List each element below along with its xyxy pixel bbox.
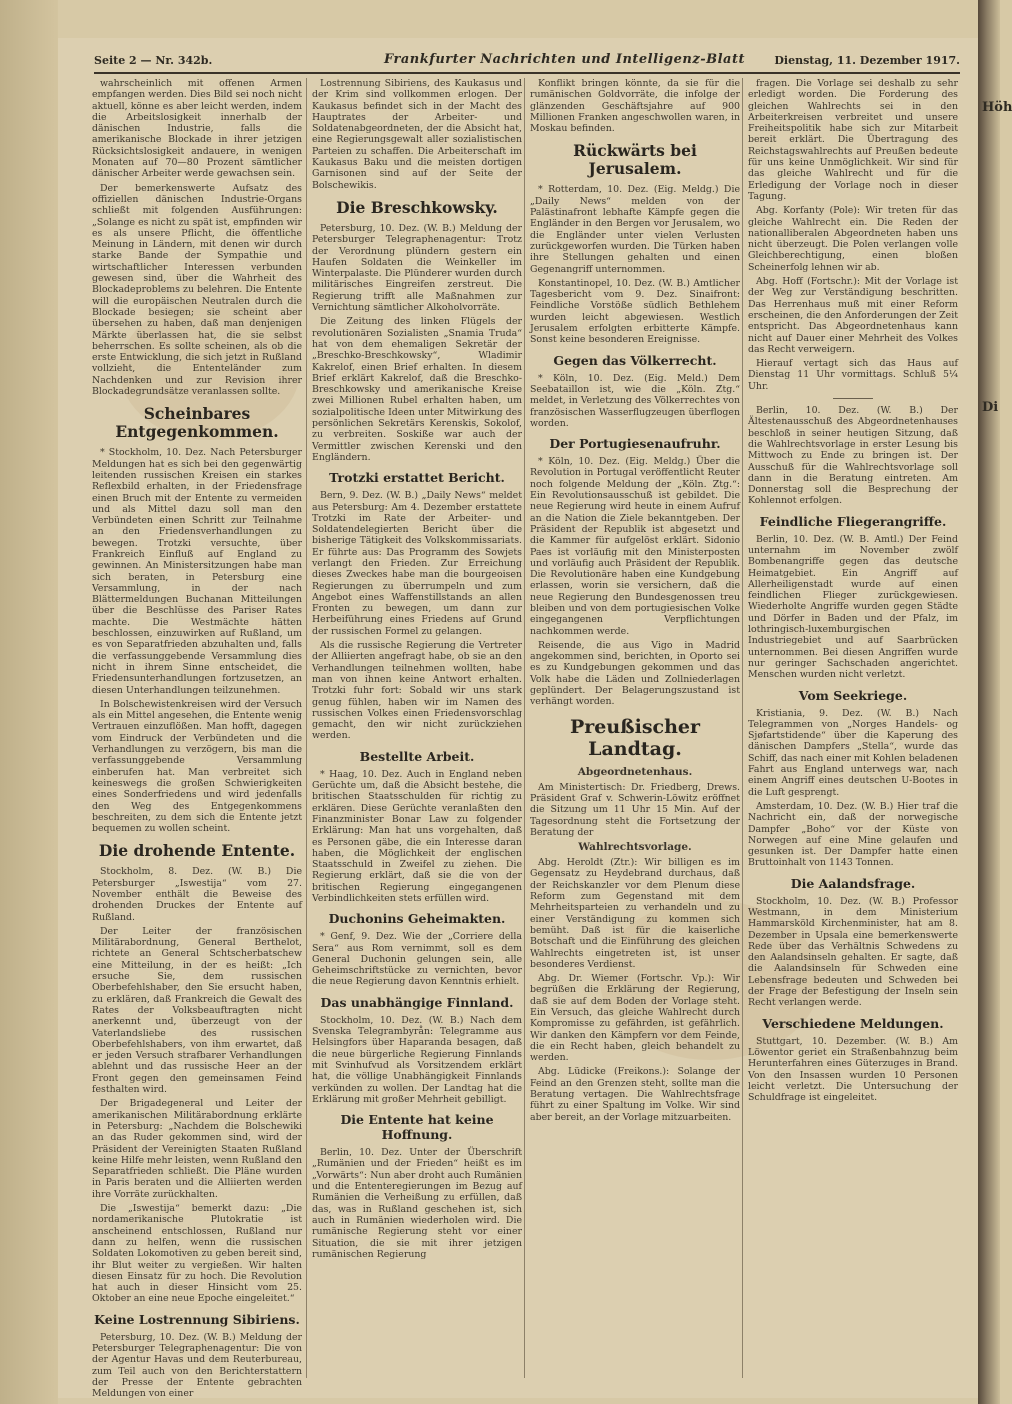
article-paragraph: fragen. Die Vorlage sei deshalb zu sehr erledigt worden. Die Forderung des gleichen Wahlrechts sei in den Arbeiterkreisen verbreitet und unsere Freiheitspolitik habe sich zur Mitarbeit bereit erklärt. Die Übertragung des Reichstagswahlrechts auf Preußen bedeute für uns keine Unmöglichkeit. Wir sind für das gleiche Wahlrecht und für die Erledigung der Vorlage noch in dieser Tagung. [748, 78, 958, 202]
article-paragraph: * Rotterdam, 10. Dez. (Eig. Meldg.) Die „Daily News“ melden von der Palästinafront lebhafte Kämpfe gegen die Engländer in den Bergen vor Jerusalem, wo die Engländer unter vielen Verlusten zurückgeworfen wurden. Die Türken haben ihre Stellungen gehalten und einen Gegenangriff unternommen. [530, 184, 740, 275]
article-paragraph: Berlin, 10. Dez. (W. B. Amtl.) Der Feind unternahm im November zwölf Bombenangriffe gegen das deutsche Heimatgebiet. Ein Angriff auf Allerheiligenstadt wurde auf einen feindlichen Flieger zurückgewiesen. Wiederholte Angriffe wurden gegen Städte und Dörfer in Baden und der Pfalz, im lothringisch-luxemburgischen Industriegebiet und auf Saarbrücken unternommen. Bei diesen Angriffen wurde nur geringer Sachschaden angerichtet. Menschen wurden nicht verletzt. [748, 533, 958, 681]
page-gutter [0, 0, 58, 1404]
page-number: Seite 2 — Nr. 342b. [94, 54, 213, 67]
article-headline: Scheinbares Entgegenkommen. [115, 404, 279, 442]
article-paragraph: Petersburg, 10. Dez. (W. B.) Meldung der Petersburger Telegraphenagentur: Die von der Agentur Havas und dem Reuterbureau, zum Teil auch von den Berichterstattern der Presse der Entente gebrachten Meldungen von einer [92, 1331, 302, 1400]
article-paragraph: * Köln, 10. Dez. (Eig. Meld.) Dem Seebataillon ist, wie die „Köln. Ztg.“ meldet, in Verletzung des Völkerrechtes von französischen Wasserflugzeugen überflogen worden. [530, 372, 740, 429]
article-subheading: Wahlrechtsvorlage. [578, 841, 692, 854]
next-page-fragment: Di [982, 400, 999, 415]
article-paragraph: * Genf, 9. Dez. Wie der „Corriere della Sera“ aus Rom vernimmt, soll es dem General Duchonin gelungen sein, alle Geheimschriftstücke zu vernichten, bevor die neue Regierung davon Kenntnis erhielt. [312, 931, 522, 988]
article-paragraph: Stockholm, 10. Dez. (W. B.) Nach dem Svenska Telegrambyrån: Telegramme aus Helsingfors über Haparanda besagen, daß die neue bürgerliche Regierung Finnlands mit Svinhufvud als Vorsitzendem erklärt hat, die völlige Unabhängigkeit Finnlands verkünden zu wollen. Der Landtag hat die Erklärung mit großer Mehrheit gebilligt. [312, 1014, 522, 1105]
article-headline: Die drohende Entente. [98, 841, 296, 861]
column-2 [312, 78, 522, 1378]
article-paragraph: Lostrennung Sibiriens, des Kaukasus und der Krim sind vollkommen erlogen. Der Kaukasus befindet sich in der Macht des Hauptrates der Arbeiter- und Soldatenabgeordneten, der die Absicht hat, eine Regierungsgewalt aller sozialistischen Parteien zu schaffen. Die Arbeiterschaft im Kaukasus Baku und die meisten dortigen Garnisonen sind auf der Seite der Bolschewikis. [312, 78, 522, 191]
newspaper-title: Frankfurter Nachrichten und Intelligenz-Blatt [384, 52, 745, 67]
article-paragraph: Der bemerkenswerte Aufsatz des offiziellen dänischen Industrie-Organs schließt mit folgenden Ausführungen: „Solange es nicht zu spät ist, empfinden wir es als unsere Pflicht, die öffentliche Meinung in Ländern, mit denen wir durch starke Bande der Sympathie und wirtschaftlicher Interessen verbunden gewesen sind, über die Wahrheit des Blockadeproblems zu belehren. Die Entente will die europäischen Neutralen durch die Blockade besiegen; sie scheint aber übersehen zu haben, daß man denjenigen Märkte überlassen hat, die sie selbst beherrschen. Es sollte scheinen, als ob die erste Entwicklung, die sich jetzt in Rußland vollzieht, die Ententeländer zum Nachdenken und zur Revision ihrer Blockadegrundsätze veranlassen sollte. [92, 182, 302, 398]
article-paragraph: Berlin, 10. Dez. Unter der Überschrift „Rumänien und der Frieden“ heißt es im „Vorwärts“: Nun aber droht auch Rumänien und die Ententeregierungen im Bezug auf Rumänien die Verheißung zu erfüllen, daß das, was in Rußland geschehen ist, sich auch in Rumänien wiederholen wird. Die rumänische Regierung steht vor einer Situation, die sie mit ihrer jetzigen rumänischen Regierung [312, 1147, 522, 1260]
article-paragraph: Abg. Lüdicke (Freikons.): Solange der Feind an den Grenzen steht, sollte man die Beratung vertagen. Die Wahlrechtsfrage führt zu einer Spaltung im Volke. Wir sind aber bereit, an der Vorlage mitzuarbeiten. [530, 1066, 740, 1123]
article-paragraph: Stockholm, 8. Dez. (W. B.) Die Petersburger „Iswestija“ vom 27. November enthält die Beweise des drohenden Druckes der Entente auf Rußland. [92, 866, 302, 923]
article-paragraph: Stockholm, 10. Dez. (W. B.) Professor Westmann, in dem Ministerium Hammarsköld Kirchenminister, hat am 8. Dezember in Upsala eine bemerkenswerte Rede über das Verhältnis Schwedens zu den Aalandsinseln gehalten. Er sagte, daß die Aalandsinseln für Schweden eine Lebensfrage bedeuten und Schweden bei der Frage der Befestigung der Inseln sein Recht verlangen werde. [748, 895, 958, 1009]
article-headline: Rückwärts bei Jerusalem. [573, 141, 697, 179]
article-paragraph: Abg. Hoff (Fortschr.): Mit der Vorlage ist der Weg zur Verständigung beschritten. Das Herrenhaus muß mit einer Reform erscheinen, die den Anforderungen der Zeit entspricht. Das Abgeordnetenhaus kann nicht auf Dauer einer Mehrheit des Volkes das Recht verweigern. [748, 276, 958, 355]
article-paragraph: Stuttgart, 10. Dezember. (W. B.) Am Löwentor geriet ein Straßenbahnzug beim Herunterfahren eines Güterzuges in Brand. Von den Insassen wurden 10 Personen leicht verletzt. Die Untersuchung der Schuldfrage ist eingeleitet. [748, 1035, 958, 1104]
column-4 [748, 78, 958, 1378]
article-paragraph: Konflikt bringen könnte, da sie für die rumänischen Goldvorräte, die infolge der glänzenden Geschäftsjahre auf 900 Millionen Franken angeschwollen waren, in Moskau befinden. [530, 78, 740, 135]
section-headline: Preußischer Landtag. [569, 715, 701, 760]
column-1 [92, 78, 302, 1400]
article-headline: Das unabhängige Finnland. [320, 994, 514, 1010]
article-paragraph: * Stockholm, 10. Dez. Nach Petersburger Meldungen hat es sich bei den gegenwärtig leitenden russischen Kreisen ein starkes Reflexbild erhalten, in der Friedensfrage einen Bruch mit der Entente zu vermeiden und als Mittel dazu soll man den Verbündeten einen Schritt zur Teilnahme an den Friedensverhandlungen zu bewegen. Trotzki versuchte, über Frankreich Einfluß auf England zu gewinnen. An Ministersitzungen habe man sich beraten, in Petersburg eine Versammlung, in der nach Blättermeldungen Buchanan Mitteilungen über die Beschlüsse des Pariser Rates machte. Die Westmächte hätten beschlossen, einzuwirken auf Rußland, um es von Separatfrieden abzuhalten und, falls die verfassunggebende Versammlung dies nicht in ihrem Sinne entscheidet, die Friedensunterhandlungen fortzusetzen, an diesen Unterhandlungen teilzunehmen. [92, 447, 302, 696]
article-paragraph: Petersburg, 10. Dez. (W. B.) Meldung der Petersburger Telegraphenagentur: Trotz der Verordnung plündern gestern ein Haufen Soldaten die Weinkeller im Winterpalaste. Die Plünderer wurden durch militärisches Eingreifen zerstreut. Die Regierung trifft alle Maßnahmen zur Vernichtung sämtlicher Alkoholvorräte. [312, 222, 522, 314]
article-paragraph: Amsterdam, 10. Dez. (W. B.) Hier traf die Nachricht ein, daß der norwegische Dampfer „Boho“ vor der Küste von Norwegen auf eine Mine gelaufen und gesunken ist. Der Dampfer hatte einen Bruttoinhalt von 1143 Tonnen. [748, 800, 958, 869]
article-paragraph: Abg. Korfanty (Pole): Wir treten für das gleiche Wahlrecht ein. Die Reden der nationalliberalen Abgeordneten haben uns nicht überzeugt. Die Polen verlangen volle Gleichberechtigung, einen bloßen Scheinerfolg lehnen wir ab. [748, 205, 958, 273]
column-divider [524, 78, 525, 1378]
article-headline: Keine Lostrennung Sibiriens. [94, 1311, 300, 1327]
article-headline: Bestellte Arbeit. [359, 748, 475, 764]
article-headline: Verschiedene Meldungen. [762, 1015, 944, 1031]
article-paragraph: In Bolschewistenkreisen wird der Versuch als ein Mittel angesehen, die Entente wenig Vertrauen einzuflößen. Man hofft, dagegen vom Eindruck der Verbündeten und die Verhandlungen zu verzögern, bis man die verfassunggebende Versammlung einberufen hat. Man verbreitet sich keineswegs die großen Schwierigkeiten eines Sonderfriedens und wird jedenfalls den Weg des Entgegenkommens beschreiten, zu dem sich die Entente jetzt bequemen zu wollen scheint. [92, 698, 302, 835]
article-headline: Vom Seekriege. [798, 687, 908, 703]
article-headline: Der Portugiesenaufruhr. [549, 436, 721, 452]
masthead [94, 48, 960, 74]
article-headline: Feindliche Fliegerangriffe. [759, 513, 947, 529]
article-headline: Die Entente hat keine Hoffnung. [340, 1112, 494, 1143]
article-paragraph: Reisende, die aus Vigo in Madrid angekommen sind, berichten, in Oporto sei es zu Kundgebungen gekommen und das Volk habe die Läden und Zollniederlagen geplündert. Der Belagerungszustand ist verhängt worden. [530, 639, 740, 708]
article-paragraph: wahrscheinlich mit offenen Armen empfangen werden. Dies Bild sei noch nicht aktuell, könne es aber leicht werden, indem die Arbeitslosigkeit innerhalb der dänischen Industrie, falls die amerikanische Blockade in ihrer jetzigen Rücksichtslosigkeit andauere, in wenigen Monaten auf 70—80 Prozent sämtlicher dänischer Arbeiter werde gewachsen sein. [92, 78, 302, 180]
article-paragraph: Berlin, 10. Dez. (W. B.) Der Ältestenausschuß des Abgeordnetenhauses beschloß in seiner heutigen Sitzung, daß die Wahlrechtsvorlage in erster Lesung bis Mittwoch zu Ende zu bringen ist. Der Ausschuß für die Wahlrechtsvorlage soll dann in die Beratung eintreten. Am Donnerstag soll die Besprechung der Kohlennot erfolgen. [748, 405, 958, 507]
article-paragraph: Am Ministertisch: Dr. Friedberg, Drews. Präsident Graf v. Schwerin-Löwitz eröffnet die Sitzung um 11 Uhr 15 Min. Auf der Tagesordnung steht die Fortsetzung der Beratung der [530, 781, 740, 838]
article-headline: Duchonins Geheimakten. [328, 911, 506, 927]
article-paragraph: Als die russische Regierung die Vertreter der Alliierten angefragt habe, ob sie an den Verhandlungen teilnehmen wollten, habe man von ihnen keine Antwort erhalten. Trotzki fuhr fort: Sobald wir uns stark genug fühlen, haben wir im Namen des russischen Volkes einen Friedensvorschlag gemacht, den wir nicht zurückziehen werden. [312, 640, 522, 742]
article-paragraph: Bern, 9. Dez. (W. B.) „Daily News“ meldet aus Petersburg: Am 4. Dezember erstattete Trotzki im Rate der Arbeiter- und Soldatendelegierten Bericht über die bisherige Tätigkeit des Volkskommissariats. Er führte aus: Das Programm des Sowjets verlangt den Frieden. Zur Erreichung dieses Zweckes habe man die bourgeoisen Regierungen zu überrumpeln und zum Angebot eines Waffenstillstands an allen Fronten zu bewegen, um dann zur Herbeiführung eines Friedens auf Grund der russischen Formel zu gelangen. [312, 490, 522, 637]
article-paragraph: Kristiania, 9. Dez. (W. B.) Nach Telegrammen von „Norges Handels- og Sjøfartstidende“ über die Kaperung des dänischen Dampfers „Stella“, wurde das Schiff, das nach einer mit Kohlen beladenen Fahrt aus England unterwegs war, nach einem Angriff eines deutschen U-Bootes in die Luft gesprengt. [748, 707, 958, 798]
column-3 [530, 78, 740, 1378]
next-page-fragment: Höh [982, 100, 1012, 115]
article-paragraph: * Haag, 10. Dez. Auch in England neben Gerüchte um, daß die Absicht bestehe, die britischen Staatsschulden für richtig zu erklären. Diese Gerüchte veranlaßten den Finanzminister Bonar Law zu folgender Erklärung: Man hat uns vorgehalten, daß es Personen gäbe, die ein Interesse daran haben, die Möglichkeit der englischen Staatsschuld in Zweifel zu ziehen. Die Regierung erklärt, daß sie die von der britischen Regierung eingegangenen Verbindlichkeiten stets erfüllen wird. [312, 768, 522, 904]
separator-line [833, 398, 873, 399]
article-headline: Trotzki erstattet Bericht. [329, 470, 505, 486]
column-divider [742, 78, 743, 1378]
article-paragraph: Hierauf vertagt sich das Haus auf Dienstag 11 Uhr vormittags. Schluß 5¼ Uhr. [748, 358, 958, 392]
article-paragraph: Der Leiter der französischen Militärabordnung, General Berthelot, richtete an General Schtscherbatschew eine Mitteilung, in der es heißt: „Ich ersuche Sie, dem russischen Oberbefehlshaber, den Sie ersucht haben, zu erklären, daß Frankreich die Gewalt des Rates der Volksbeauftragten nicht anerkennt und, überzeugt von der Vaterlandsliebe des russischen Oberbefehlshabers, von ihm erwartet, daß er jeden Versuch strafbarer Verhandlungen ablehnt und das russische Heer an der Front gegen den gemeinsamen Feind festhalten wird. [92, 925, 302, 1096]
section-subheadline: Abgeordnetenhaus. [577, 765, 693, 778]
article-paragraph: Der Brigadegeneral und Leiter der amerikanischen Militärabordnung erklärte in Petersburg: „Nachdem die Bolschewiki an das Ruder gekommen sind, wird der Präsident der Vereinigten Staaten Rußland keine Hilfe mehr leisten, wenn Rußland den Separatfrieden schließt. Die Pläne wurden in Paris beraten und die Alliierten werden ihre Vorräte zurückhalten. [92, 1098, 302, 1200]
article-headline: Die Breschkowsky. [336, 197, 498, 217]
next-page-edge [978, 0, 1000, 1404]
article-paragraph: Die „Iswestija“ bemerkt dazu: „Die nordamerikanische Plutokratie ist anscheinend entschlossen, Rußland nur dann zu helfen, wenn die russischen Soldaten Lokomotiven zu geben bereit sind, ihr Blut weiter zu vergießen. Wir halten diesen Einsatz für zu hoch. Die Revolution hat auch in dieser Hinsicht vom 25. Oktober an eine neue Epoche eingeleitet.“ [92, 1203, 302, 1305]
article-headline: Die Aalandsfrage. [790, 875, 916, 891]
article-paragraph: Abg. Heroldt (Ztr.): Wir billigen es im Gegensatz zu Heydebrand durchaus, daß der Reichskanzler vor dem Plenum diese Reform zum Gegenstand mit dem Mehrheitsparteien zu verhandeln und zu einer Verständigung zu kommen sich bemüht. Daß ist für die kaiserliche Botschaft und die Einführung des gleichen Wahlrechts eingetreten ist, ist unser besonderes Verdienst. [530, 857, 740, 970]
article-paragraph: Konstantinopel, 10. Dez. (W. B.) Amtlicher Tagesbericht vom 9. Dez. Sinaifront: Feindliche Vorstöße südlich Bethlehem wurden leicht abgewiesen. Westlich Jerusalem erfolgten erbitterte Kämpfe. Sonst keine besonderen Ereignisse. [530, 277, 740, 346]
article-headline: Gegen das Völkerrecht. [553, 352, 717, 368]
column-divider [306, 78, 307, 1378]
article-paragraph: Die Zeitung des linken Flügels der revolutionären Sozialisten „Snamia Truda“ hat von dem ehemaligen Sekretär der „Breschko-Breschkowsky“, Wladimir Kakrelof, einen Brief erhalten. In diesem Brief erklärt Kakrelof, daß die Breschko-Breschkowsky und amerikanische Kreise zwei Millionen Rubel erhalten haben, um sozialpolitische Ideen unter Mitwirkung des persönlichen Sekretärs Kerenskis, Sokolof, zu verbreiten. Soskiße war auch der Vermittler zwischen Kerenski und den Engländern. [312, 316, 522, 463]
article-paragraph: Abg. Dr. Wiemer (Fortschr. Vp.): Wir begrüßen die Erklärung der Regierung, daß sie auf dem Boden der Vorlage steht. Ein Versuch, das gleiche Wahlrecht durch Kompromisse zu gefährden, ist gefährlich. Wir danken den Kämpfern vor dem Feinde, die ein Recht haben, gleich behandelt zu werden. [530, 973, 740, 1064]
article-paragraph: * Köln, 10. Dez. (Eig. Meldg.) Über die Revolution in Portugal veröffentlicht Reuter noch folgende Meldung der „Köln. Ztg.“: Ein Revolutionsausschuß ist gebildet. Die neue Regierung wird heute in einem Aufruf an die Nation die Ziele bekanntgeben. Der Präsident der Republik ist abgesetzt und die Kammer für aufgelöst erklärt. Sidonio Paes ist vorläufig mit den Ministerposten und vorläufig auch Präsident der Republik. Die Revolutionäre haben eine Kundgebung erlassen, worin sie versichern, daß die neue Regierung den Bundesgenossen treu bleiben und von dem portugiesischen Volke eingegangenen Verpflichtungen nachkommen werde. [530, 456, 740, 637]
issue-date: Dienstag, 11. Dezember 1917. [774, 54, 960, 67]
